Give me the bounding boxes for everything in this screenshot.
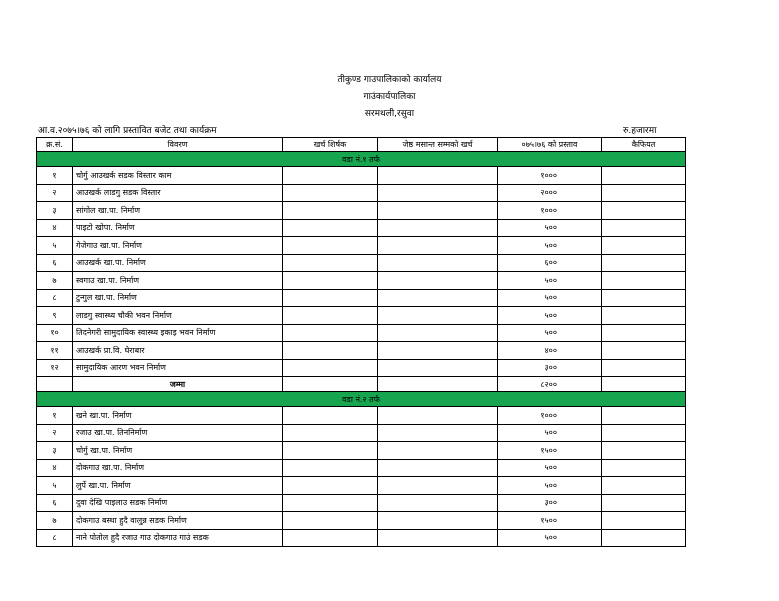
row-expense-head xyxy=(283,167,378,185)
row-proposal-amount: ५०० xyxy=(498,219,602,237)
row-description: दोकगाउ खा.पा. निर्माण xyxy=(73,459,283,477)
budget-title: आ.व.२०७५।७६ को लागि प्रस्तावित बजेट तथा कार्यक्रम xyxy=(38,126,217,136)
row-serial: २ xyxy=(37,184,73,202)
row-proposal-amount: १००० xyxy=(498,407,602,425)
row-expense-till-date xyxy=(378,254,498,272)
row-expense-till-date xyxy=(378,407,498,425)
row-proposal-amount: २००० xyxy=(498,184,602,202)
row-remarks xyxy=(602,459,686,477)
row-expense-till-date xyxy=(378,512,498,530)
total-amount: ८२०० xyxy=(498,377,602,392)
row-serial: १२ xyxy=(37,359,73,377)
row-serial: ३ xyxy=(37,202,73,220)
row-expense-till-date xyxy=(378,202,498,220)
row-expense-head xyxy=(283,477,378,495)
row-serial: १ xyxy=(37,407,73,425)
row-description: चोर्गु खा.पा. निर्माण xyxy=(73,442,283,460)
row-expense-till-date xyxy=(378,477,498,495)
table-row xyxy=(37,407,686,425)
row-expense-till-date xyxy=(378,494,498,512)
row-serial: ८ xyxy=(37,289,73,307)
row-expense-till-date xyxy=(378,424,498,442)
row-remarks xyxy=(602,289,686,307)
table-header-row xyxy=(37,138,686,152)
row-description: दोकगाउ बस्था हुदै वालु्न्न सडक निर्माण xyxy=(73,512,283,530)
row-proposal-amount: १००० xyxy=(498,167,602,185)
table-row xyxy=(37,424,686,442)
row-serial: ७ xyxy=(37,512,73,530)
row-remarks xyxy=(602,359,686,377)
total-empty xyxy=(283,377,378,392)
table-row xyxy=(37,342,686,360)
table-row xyxy=(37,477,686,495)
row-remarks xyxy=(602,237,686,255)
row-remarks xyxy=(602,529,686,547)
section-header-row xyxy=(37,152,686,167)
row-expense-head xyxy=(283,289,378,307)
row-description: टुन्गुल खा.पा. निर्माण xyxy=(73,289,283,307)
row-serial: १ xyxy=(37,167,73,185)
row-proposal-amount: ५०० xyxy=(498,424,602,442)
row-expense-head xyxy=(283,424,378,442)
row-description: गेजेगाउ खा.पा. निर्माण xyxy=(73,237,283,255)
table-row xyxy=(37,184,686,202)
row-expense-head xyxy=(283,512,378,530)
row-expense-head xyxy=(283,494,378,512)
row-expense-till-date xyxy=(378,307,498,325)
row-expense-till-date xyxy=(378,359,498,377)
row-expense-head xyxy=(283,237,378,255)
table-row xyxy=(37,512,686,530)
budget-table xyxy=(36,137,686,547)
row-expense-head xyxy=(283,307,378,325)
row-expense-till-date xyxy=(378,324,498,342)
row-proposal-amount: ५०० xyxy=(498,289,602,307)
row-expense-head xyxy=(283,359,378,377)
row-expense-till-date xyxy=(378,184,498,202)
row-remarks xyxy=(602,512,686,530)
row-expense-till-date xyxy=(378,529,498,547)
row-remarks xyxy=(602,477,686,495)
row-expense-till-date xyxy=(378,219,498,237)
row-remarks xyxy=(602,184,686,202)
row-serial: ९ xyxy=(37,307,73,325)
row-serial: ४ xyxy=(37,219,73,237)
row-proposal-amount: ४०० xyxy=(498,342,602,360)
row-expense-till-date xyxy=(378,289,498,307)
total-empty xyxy=(602,377,686,392)
table-row xyxy=(37,237,686,255)
row-description: खने खा.पा. निर्माण xyxy=(73,407,283,425)
row-serial: ४ xyxy=(37,459,73,477)
col-header-expense-till-date: जेष्ठ मसान्त सम्मको खर्च xyxy=(378,138,498,152)
row-serial: ६ xyxy=(37,494,73,512)
row-proposal-amount: १५०० xyxy=(498,442,602,460)
row-description: स्वगाउ खा.पा. निर्माण xyxy=(73,272,283,290)
col-header-expense-head: खर्च शिर्षक xyxy=(283,138,378,152)
office-title: तीकुण्ड गाउपालिकाको कार्यालय xyxy=(337,75,442,85)
table-row xyxy=(37,324,686,342)
row-serial: १० xyxy=(37,324,73,342)
row-expense-till-date xyxy=(378,442,498,460)
row-expense-till-date xyxy=(378,237,498,255)
row-expense-head xyxy=(283,272,378,290)
row-remarks xyxy=(602,424,686,442)
row-remarks xyxy=(602,342,686,360)
row-proposal-amount: ५०० xyxy=(498,237,602,255)
row-proposal-amount: ६०० xyxy=(498,254,602,272)
total-empty xyxy=(378,377,498,392)
row-description: आउखर्क खा.पा. निर्माण xyxy=(73,254,283,272)
row-remarks xyxy=(602,254,686,272)
row-serial: ५ xyxy=(37,477,73,495)
table-row xyxy=(37,494,686,512)
row-remarks xyxy=(602,324,686,342)
row-expense-head xyxy=(283,184,378,202)
row-expense-head xyxy=(283,529,378,547)
row-serial: २ xyxy=(37,424,73,442)
unit-label: रु.हजारमा xyxy=(623,126,657,136)
row-expense-till-date xyxy=(378,167,498,185)
total-label: जम्मा xyxy=(73,377,283,392)
col-header-sn: क्र.सं. xyxy=(37,138,73,152)
table-row xyxy=(37,202,686,220)
row-expense-till-date xyxy=(378,459,498,477)
row-expense-head xyxy=(283,459,378,477)
row-remarks xyxy=(602,307,686,325)
row-proposal-amount: ५०० xyxy=(498,529,602,547)
row-proposal-amount: ३०० xyxy=(498,494,602,512)
row-remarks xyxy=(602,494,686,512)
table-row xyxy=(37,307,686,325)
row-proposal-amount: ५०० xyxy=(498,307,602,325)
row-expense-till-date xyxy=(378,342,498,360)
row-description: आउखर्क लाडगु सडक विस्तार xyxy=(73,184,283,202)
section-title: वडा नं.२ तर्फ xyxy=(37,392,686,407)
table-row xyxy=(37,359,686,377)
table-row xyxy=(37,167,686,185)
row-proposal-amount: १५०० xyxy=(498,512,602,530)
row-expense-head xyxy=(283,342,378,360)
section-header-row xyxy=(37,392,686,407)
row-expense-head xyxy=(283,324,378,342)
total-row xyxy=(37,377,686,392)
row-proposal-amount: ५०० xyxy=(498,324,602,342)
row-expense-head xyxy=(283,442,378,460)
row-expense-head xyxy=(283,407,378,425)
row-description: चोर्गु आउखर्क सडक विस्तार काम xyxy=(73,167,283,185)
table-row xyxy=(37,442,686,460)
row-proposal-amount: ५०० xyxy=(498,272,602,290)
row-remarks xyxy=(602,407,686,425)
row-remarks xyxy=(602,219,686,237)
row-serial: ५ xyxy=(37,237,73,255)
table-row xyxy=(37,272,686,290)
row-expense-head xyxy=(283,202,378,220)
row-proposal-amount: ३०० xyxy=(498,359,602,377)
row-remarks xyxy=(602,202,686,220)
office-subtitle: गाउंकार्यपालिका xyxy=(363,92,416,102)
col-header-proposal: ०७५।७६ को प्रस्ताव xyxy=(498,138,602,152)
table-row xyxy=(37,219,686,237)
row-expense-till-date xyxy=(378,272,498,290)
row-expense-head xyxy=(283,219,378,237)
row-description: लाडगु स्वास्थ्य चौकी भवन निर्माण xyxy=(73,307,283,325)
row-description: दुवा देखि पाइलाउ सडक निर्माण xyxy=(73,494,283,512)
col-header-remarks: कैफियत xyxy=(602,138,686,152)
row-description: पाइटो खोपा. निर्माण xyxy=(73,219,283,237)
total-empty xyxy=(37,377,73,392)
section-title: वडा नं.१ तर्फ xyxy=(37,152,686,167)
table-row xyxy=(37,254,686,272)
row-description: रजाउ खा.पा. तिननिर्माण xyxy=(73,424,283,442)
row-serial: ६ xyxy=(37,254,73,272)
table-row xyxy=(37,289,686,307)
row-description: आउखर्क प्रा.वि. घेराबार xyxy=(73,342,283,360)
row-serial: ११ xyxy=(37,342,73,360)
col-header-description: विवरण xyxy=(73,138,283,152)
row-description: सामुदायिक आरण भवन निर्माण xyxy=(73,359,283,377)
office-location: सरमथली,रसुवा xyxy=(364,109,415,119)
row-proposal-amount: १००० xyxy=(498,202,602,220)
row-serial: ७ xyxy=(37,272,73,290)
row-proposal-amount: ५०० xyxy=(498,459,602,477)
row-serial: ८ xyxy=(37,529,73,547)
table-row xyxy=(37,459,686,477)
row-remarks xyxy=(602,272,686,290)
row-remarks xyxy=(602,442,686,460)
row-proposal-amount: ५०० xyxy=(498,477,602,495)
row-description: लुर्पे खा.पा. निर्माण xyxy=(73,477,283,495)
row-description: सांगोल खा.पा. निर्माण xyxy=(73,202,283,220)
row-remarks xyxy=(602,167,686,185)
table-row xyxy=(37,529,686,547)
row-description: तिदनेगरी सामुदायिक स्वास्थ्य इकाइ भवन निर्माण xyxy=(73,324,283,342)
row-serial: ३ xyxy=(37,442,73,460)
row-description: नाने पोतोल हुदै रजाउ गाउ दोकगाउ गाउं सडक xyxy=(73,529,283,547)
row-expense-head xyxy=(283,254,378,272)
